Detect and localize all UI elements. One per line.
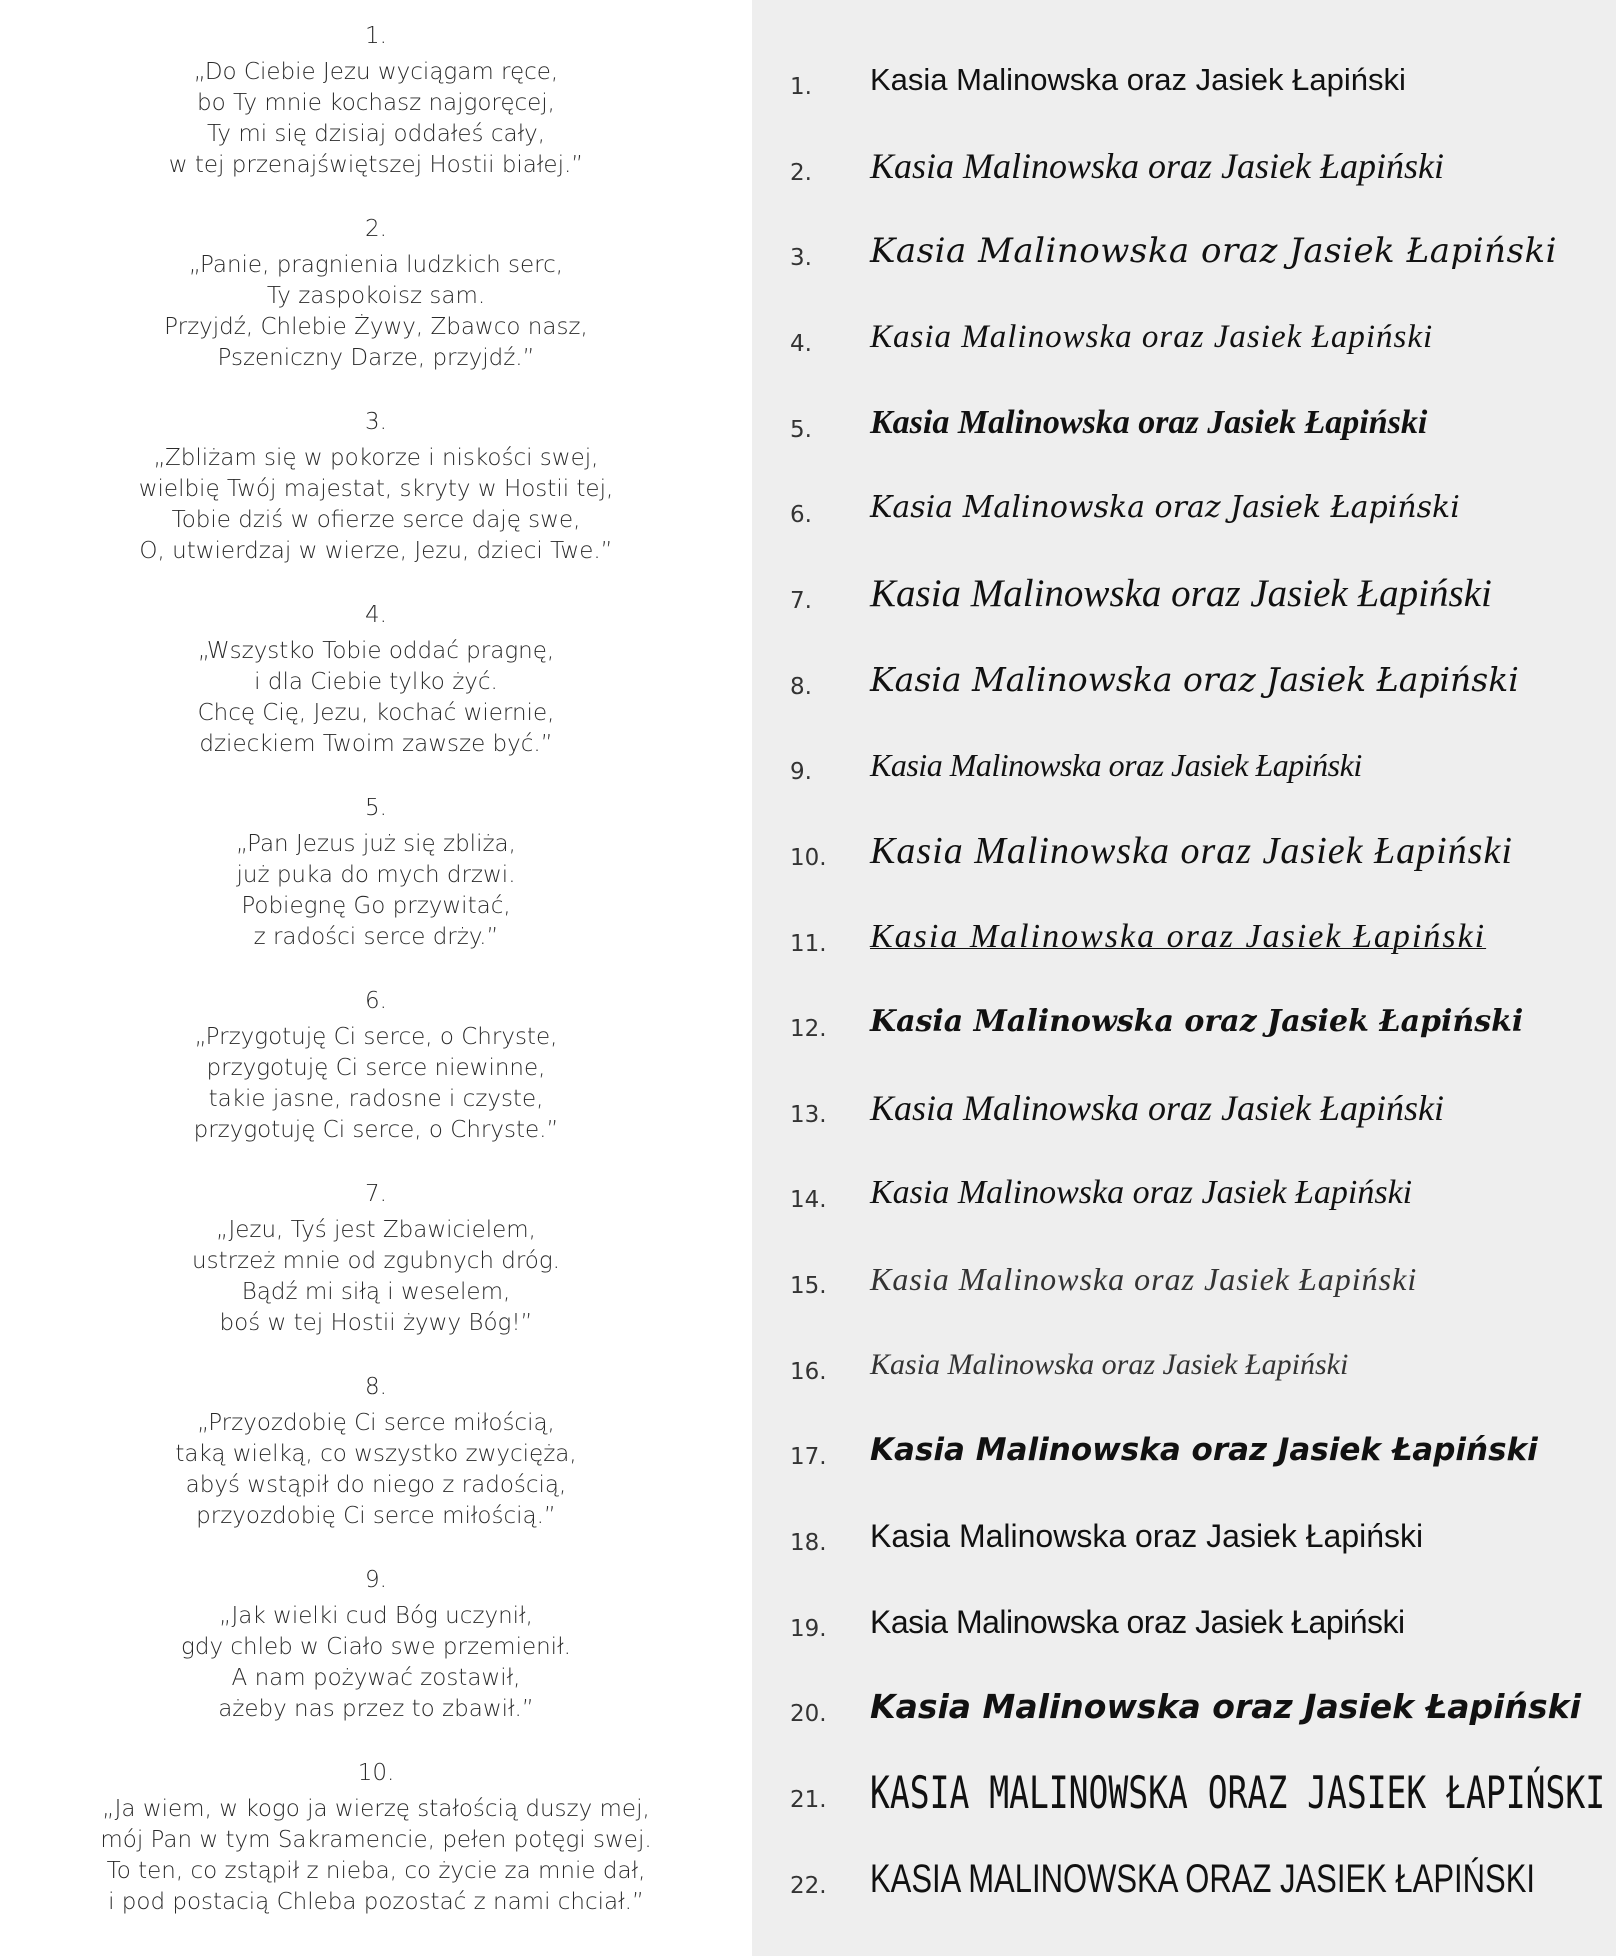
sample-number: 15.: [790, 1273, 827, 1299]
verse-number: 2.: [365, 216, 387, 242]
font-sample-15: [752, 1239, 1616, 1319]
sample-number: 20.: [790, 1701, 827, 1727]
font-sample-9: [752, 725, 1616, 805]
sample-number: 8.: [790, 674, 812, 700]
font-sample-22: [752, 1839, 1616, 1919]
sample-text: Kasia Malinowska oraz Jasiek Łapiński: [870, 1432, 1538, 1468]
sample-number: 9.: [790, 759, 812, 785]
font-samples-panel: [752, 0, 1616, 1956]
font-sample-14: [752, 1153, 1616, 1233]
verse-line: w tej przenajświętszej Hostii białej.”: [168, 152, 584, 178]
sample-number: 4.: [790, 331, 812, 357]
sample-number: 18.: [790, 1530, 827, 1556]
verse-line: Ty zaspokoisz sam.: [266, 283, 486, 309]
verse-number: 1.: [365, 23, 387, 49]
sample-text: Kasia Malinowska oraz Jasiek Łapiński: [870, 747, 1362, 783]
verse-line: „Zbliżam się w pokorze i niskości swej,: [153, 445, 599, 471]
sample-text: Kasia Malinowska oraz Jasiek Łapiński: [870, 1518, 1424, 1554]
verse-line: ustrzeż mnie od zgubnych dróg.: [192, 1248, 560, 1274]
verse-line: Ty mi się dzisiaj oddałeś cały,: [206, 121, 546, 147]
font-sample-11: [752, 897, 1616, 977]
sample-text: Kasia Malinowska oraz Jasiek Łapiński: [870, 918, 1487, 955]
verse-line: „Jezu, Tyś jest Zbawicielem,: [216, 1217, 536, 1243]
font-sample-18: [752, 1496, 1616, 1576]
verse-number: 8.: [365, 1374, 387, 1400]
verse-number: 5.: [365, 795, 387, 821]
verse-number: 3.: [365, 409, 387, 435]
sample-number: 17.: [790, 1444, 827, 1470]
sample-text: KASIA MALINOWSKA ORAZ JASIEK ŁAPIŃSKI: [870, 1766, 1606, 1819]
sample-text: Kasia Malinowska oraz Jasiek Łapiński: [870, 572, 1492, 615]
verse-line: boś w tej Hostii żywy Bóg!”: [219, 1310, 533, 1336]
verse-line: taką wielką, co wszystko zwycięża,: [175, 1441, 577, 1467]
font-sample-19: [752, 1582, 1616, 1662]
verse-3: [0, 407, 752, 567]
sample-number: 11.: [790, 931, 827, 957]
sample-text: Kasia Malinowska oraz Jasiek Łapiński: [870, 146, 1444, 186]
verse-line: takie jasne, radosne i czyste,: [208, 1086, 544, 1112]
verse-line: przygotuję Ci serce niewinne,: [206, 1055, 546, 1081]
sample-text: KASIA MALINOWSKA ORAZ JASIEK ŁAPIŃSKI: [870, 1855, 1535, 1902]
sample-text: Kasia Malinowska oraz Jasiek Łapiński: [870, 1604, 1405, 1640]
verse-2: [0, 214, 752, 374]
verse-10: [0, 1758, 752, 1918]
font-sample-8: [752, 640, 1616, 720]
sample-number: 14.: [790, 1187, 827, 1213]
font-sample-13: [752, 1068, 1616, 1148]
sample-number: 12.: [790, 1016, 827, 1042]
verse-number: 4.: [365, 602, 387, 628]
verse-line: Przyjdź, Chlebie Żywy, Zbawco nasz,: [164, 314, 588, 340]
verse-5: [0, 793, 752, 953]
verse-line: Pobiegnę Go przywitać,: [241, 893, 511, 919]
verse-number: 6.: [365, 988, 387, 1014]
verse-line: „Do Ciebie Jezu wyciągam ręce,: [193, 59, 559, 85]
sample-number: 22.: [790, 1873, 827, 1899]
sample-number: 6.: [790, 502, 812, 528]
font-sample-1: [752, 40, 1616, 120]
sample-number: 13.: [790, 1102, 827, 1128]
verse-line: Pszeniczny Darze, przyjdź.”: [217, 345, 535, 371]
sample-text: Kasia Malinowska oraz Jasiek Łapiński: [870, 830, 1513, 872]
sample-text: Kasia Malinowska oraz Jasiek Łapiński: [870, 1004, 1524, 1039]
verse-line: A nam pożywać zostawił,: [231, 1665, 521, 1691]
sample-text: Kasia Malinowska oraz Jasiek Łapiński: [870, 62, 1406, 97]
verse-line: ażeby nas przez to zbawił.”: [218, 1696, 534, 1722]
verse-number: 10.: [357, 1760, 395, 1786]
sample-text: Kasia Malinowska oraz Jasiek Łapiński: [870, 1174, 1413, 1211]
verse-number: 7.: [365, 1181, 387, 1207]
sample-number: 1.: [790, 74, 812, 100]
verse-line: wielbię Twój majestat, skryty w Hostii tej,: [138, 476, 614, 502]
verse-8: [0, 1372, 752, 1532]
sample-text: Kasia Malinowska oraz Jasiek Łapiński: [870, 319, 1434, 355]
verse-9: [0, 1565, 752, 1725]
sample-text: Kasia Malinowska oraz Jasiek Łapiński: [870, 660, 1519, 699]
verse-4: [0, 600, 752, 760]
verse-1: [0, 21, 752, 181]
verse-line: Chcę Cię, Jezu, kochać wiernie,: [197, 700, 555, 726]
verse-line: gdy chleb w Ciało swe przemienił.: [181, 1634, 571, 1660]
verse-7: [0, 1179, 752, 1339]
sample-text: Kasia Malinowska oraz Jasiek Łapiński: [870, 1348, 1349, 1381]
verse-6: [0, 986, 752, 1146]
verses-panel: [0, 0, 752, 1956]
font-sample-6: [752, 468, 1616, 548]
verse-line: bo Ty mnie kochasz najgoręcej,: [197, 90, 555, 116]
font-sample-16: [752, 1325, 1616, 1405]
verse-line: przygotuję Ci serce, o Chryste.”: [193, 1117, 559, 1143]
font-sample-17: [752, 1410, 1616, 1490]
verse-line: przyozdobię Ci serce miłością.”: [196, 1503, 556, 1529]
verse-line: mój Pan w tym Sakramencie, pełen potęgi swej.: [100, 1827, 652, 1853]
font-sample-21: [752, 1753, 1616, 1833]
sample-number: 19.: [790, 1616, 827, 1642]
sample-text: Kasia Malinowska oraz Jasiek Łapiński: [870, 231, 1557, 271]
sample-number: 3.: [790, 245, 812, 271]
sample-number: 7.: [790, 588, 812, 614]
sample-text: Kasia Malinowska oraz Jasiek Łapiński: [870, 490, 1460, 525]
sample-number: 10.: [790, 845, 827, 871]
sample-text: Kasia Malinowska oraz Jasiek Łapiński: [870, 1261, 1418, 1297]
font-sample-5: [752, 383, 1616, 463]
font-sample-2: [752, 126, 1616, 206]
font-sample-12: [752, 982, 1616, 1062]
sample-number: 2.: [790, 160, 812, 186]
verse-line: O, utwierdzaj w wierze, Jezu, dzieci Twe.”: [139, 538, 613, 564]
font-sample-7: [752, 554, 1616, 634]
sample-text: Kasia Malinowska oraz Jasiek Łapiński: [870, 1088, 1444, 1128]
verse-line: „Wszystko Tobie oddać pragnę,: [197, 638, 555, 664]
verse-line: „Przygotuję Ci serce, o Chryste,: [194, 1024, 558, 1050]
verse-line: abyś wstąpił do niego z radością,: [185, 1472, 567, 1498]
sample-number: 5.: [790, 417, 812, 443]
sample-text: Kasia Malinowska oraz Jasiek Łapiński: [870, 404, 1428, 441]
font-sample-3: [752, 211, 1616, 291]
verse-line: i dla Ciebie tylko żyć.: [254, 669, 498, 695]
verse-number: 9.: [365, 1567, 387, 1593]
verse-line: już puka do mych drzwi.: [236, 862, 516, 888]
verse-line: „Przyozdobię Ci serce miłością,: [197, 1410, 555, 1436]
sample-number: 16.: [790, 1359, 827, 1385]
verse-line: „Jak wielki cud Bóg uczynił,: [219, 1603, 533, 1629]
font-sample-10: [752, 811, 1616, 891]
font-sample-4: [752, 297, 1616, 377]
verse-line: dzieckiem Twoim zawsze być.”: [199, 731, 553, 757]
verse-line: „Ja wiem, w kogo ja wierzę stałością duszy mej,: [102, 1796, 650, 1822]
verse-line: „Panie, pragnienia ludzkich serc,: [188, 252, 564, 278]
sample-number: 21.: [790, 1787, 827, 1813]
verse-line: Tobie dziś w ofierze serce daję swe,: [171, 507, 581, 533]
sample-text: Kasia Malinowska oraz Jasiek Łapiński: [870, 1687, 1581, 1726]
verse-line: Bądź mi siłą i weselem,: [241, 1279, 511, 1305]
font-sample-20: [752, 1667, 1616, 1747]
verse-line: „Pan Jezus już się zbliża,: [236, 831, 516, 857]
verse-line: To ten, co zstąpił z nieba, co życie za mnie dał,: [106, 1858, 646, 1884]
verse-line: i pod postacią Chleba pozostać z nami chciał.”: [108, 1889, 644, 1915]
verse-line: z radości serce drży.”: [253, 924, 499, 950]
